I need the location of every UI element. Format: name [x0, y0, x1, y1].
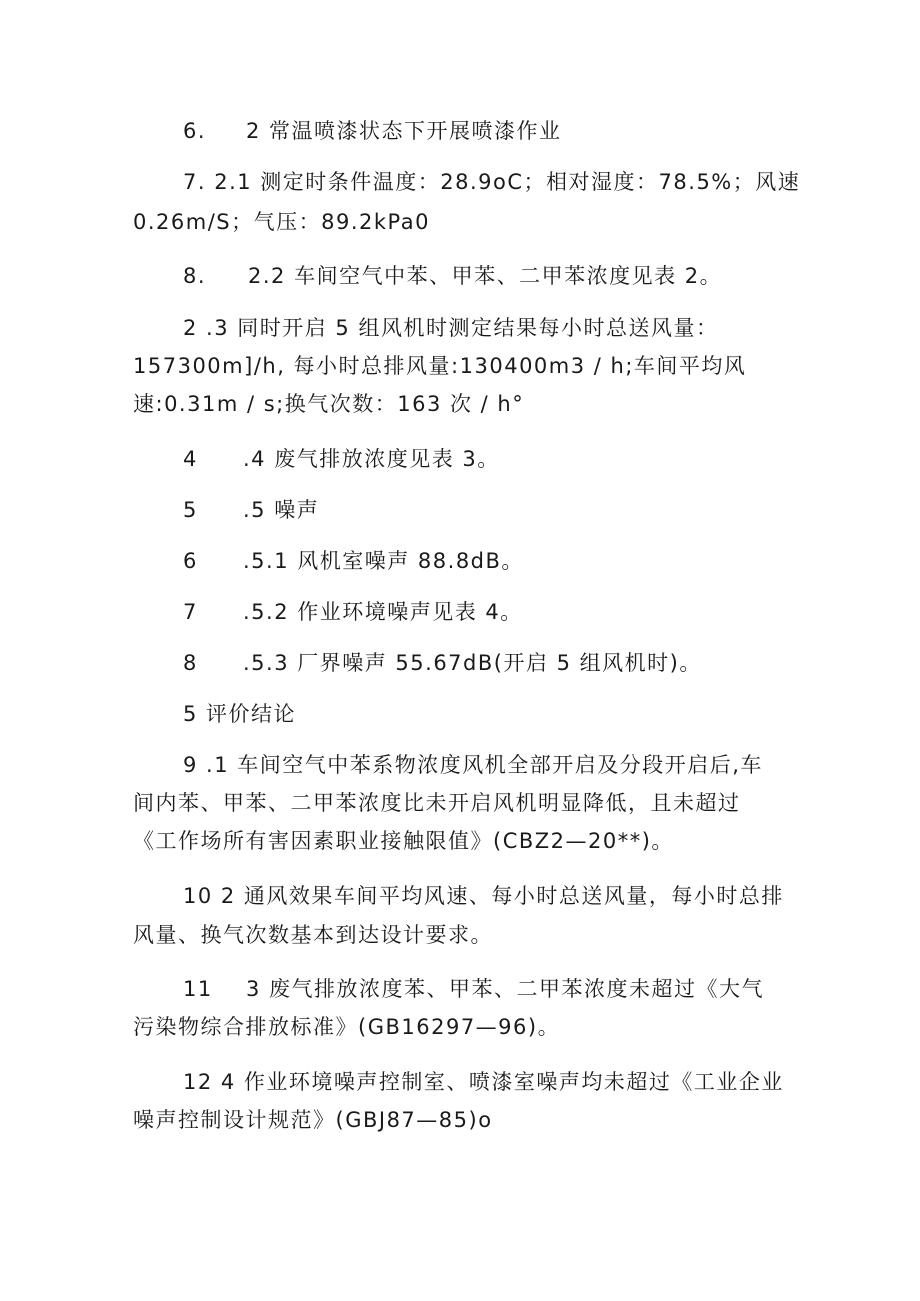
section-11-line-1	[183, 975, 765, 1003]
section-12-line-2: 噪声控制设计规范》(GBJ87—85)o	[133, 1108, 493, 1132]
section-text: .4 废气排放浓度见表 3。	[243, 447, 500, 471]
section-text: 3 废气排放浓度苯、甲苯、二甲苯浓度未超过《大气	[246, 977, 765, 1001]
section-2-3-line-3: 速:0.31m / s;换气次数：163 次 / h°	[133, 392, 525, 416]
section-12-line-1: 12 4 作业环境噪声控制室、喷漆室噪声均未超过《工业企业	[183, 1070, 784, 1094]
section-9-line-1: 9 .1 车间空气中苯系物浓度风机全部开启及分段开启后,车	[183, 753, 763, 777]
section-8-line	[183, 262, 723, 290]
section-number: 5	[183, 498, 198, 522]
section-11-line-2: 污染物综合排放标准》(GB16297—96)。	[133, 1015, 561, 1039]
section-7b-line	[183, 598, 523, 626]
section-text: .5.3 厂界噪声 55.67dB(开启 5 组风机时)。	[243, 651, 702, 675]
section-text: .5 噪声	[243, 498, 320, 522]
section-8b-line	[183, 649, 702, 677]
section-4-line	[183, 445, 500, 473]
section-7-line-1: 7. 2.1 测定时条件温度：28.9oC；相对湿度：78.5%；风速	[183, 170, 801, 194]
section-number: 11	[183, 977, 213, 1001]
section-text: .5.2 作业环境噪声见表 4。	[243, 600, 523, 624]
section-heading: 5 评价结论	[183, 702, 297, 726]
section-9-line-3: 《工作场所有害因素职业接触限值》(CBZ2—20**)。	[133, 829, 674, 853]
section-10-line-2: 风量、换气次数基本到达设计要求。	[133, 923, 493, 947]
section-text: 2 常温喷漆状态下开展喷漆作业	[246, 119, 562, 143]
section-number: 6.	[183, 119, 207, 143]
section-5-line	[183, 496, 320, 524]
section-number: 6	[183, 549, 198, 573]
section-6b-line	[183, 547, 524, 575]
section-number: 7	[183, 600, 198, 624]
section-number: 8	[183, 651, 198, 675]
section-10-line-1: 10 2 通风效果车间平均风速、每小时总送风量，每小时总排	[183, 884, 784, 908]
section-2-3-line-2: 157300m]/h, 每小时总排风量:130400m3 / h;车间平均风	[133, 354, 747, 378]
section-2-3-line-1: 2 .3 同时开启 5 组风机时测定结果每小时总送风量：	[183, 316, 719, 340]
section-7-line-2: 0.26m/S；气压：89.2kPa0	[133, 210, 430, 234]
section-text: .5.1 风机室噪声 88.8dB。	[243, 549, 524, 573]
section-6-line	[183, 117, 562, 145]
section-text: 2.2 车间空气中苯、甲苯、二甲苯浓度见表 2。	[248, 264, 723, 288]
section-number: 4	[183, 447, 198, 471]
section-number: 8.	[183, 264, 207, 288]
section-9-line-2: 间内苯、甲苯、二甲苯浓度比未开启风机明显降低，且未超过	[133, 791, 741, 815]
